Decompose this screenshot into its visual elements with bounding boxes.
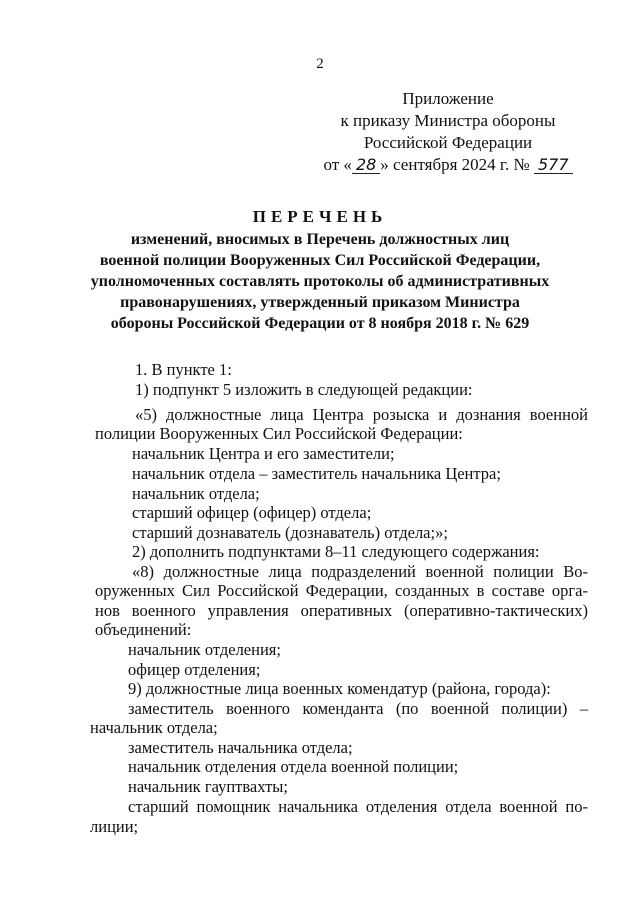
appendix-line-3: Российской Федерации [363,133,533,152]
body-line: начальник отделения; [128,640,281,659]
body-line: нов военного управления оперативных (оперативно-тактических) [95,601,588,620]
body-line: «8) должностные лица подразделений военной полиции Во- [132,562,588,581]
body-line: объединений: [95,620,192,639]
appendix-line-1: Приложение [402,89,494,108]
body-line: офицер отделения; [128,660,261,679]
appendix-date-line [300,154,596,176]
subtitle-line: изменений, вносимых в Перечень должностных лиц [130,231,510,248]
date-prefix: от « [323,155,352,174]
date-middle: » сентября 2024 г. № [380,155,530,174]
subtitle-line: уполномоченных составлять протоколы об административных [90,273,550,290]
subtitle-line: обороны Российской Федерации от 8 ноября 2018 г. № 629 [110,315,530,332]
appendix-line-2: к приказу Министра обороны [340,111,556,130]
subtitle-line: военной полиции Вооруженных Сил Российской Федерации, [99,252,541,269]
body-line: заместитель военного коменданта (по военной полиции) – [128,699,588,718]
handwritten-order-number: 577 [534,157,573,174]
subtitle-line: правонарушениях, утвержденный приказом Министра [120,294,520,311]
body-line: начальник отдела; [132,484,260,503]
body-line: «5) должностные лица Центра розыска и дознания военной [135,405,588,424]
body-line: заместитель начальника отдела; [128,738,353,757]
document-title: ПЕРЕЧЕНЬ [252,207,388,226]
handwritten-day: 28 [352,157,380,174]
body-line: старший помощник начальника отделения отдела военной по- [128,797,588,816]
appendix-header [300,88,596,176]
body-line: начальник отдела; [90,718,218,737]
body-line: 2) дополнить подпунктами 8–11 следующего содержания: [132,542,540,561]
document-subtitle [80,229,560,334]
body-line: 1. В пункте 1: [135,360,232,379]
body-line: 9) должностные лица военных комендатур (района, города): [128,679,551,698]
page-number: 2 [316,56,324,72]
body-line: начальник отдела – заместитель начальника Центра; [132,464,501,483]
body-line: полиции Вооруженных Сил Российской Федерации: [95,424,463,443]
body-line: старший дознаватель (дознаватель) отдела;»; [132,523,448,542]
body-line: начальник отделения отдела военной полиции; [128,757,459,776]
body-line: старший офицер (офицер) отдела; [132,503,372,522]
body-line: лиции; [90,817,139,836]
body-line: 1) подпункт 5 изложить в следующей редакции: [135,380,473,399]
body-line: оруженных Сил Российской Федерации, созданных в составе орга- [95,581,588,600]
body-line: начальник Центра и его заместители; [132,444,395,463]
body-line: начальник гауптвахты; [128,777,288,796]
